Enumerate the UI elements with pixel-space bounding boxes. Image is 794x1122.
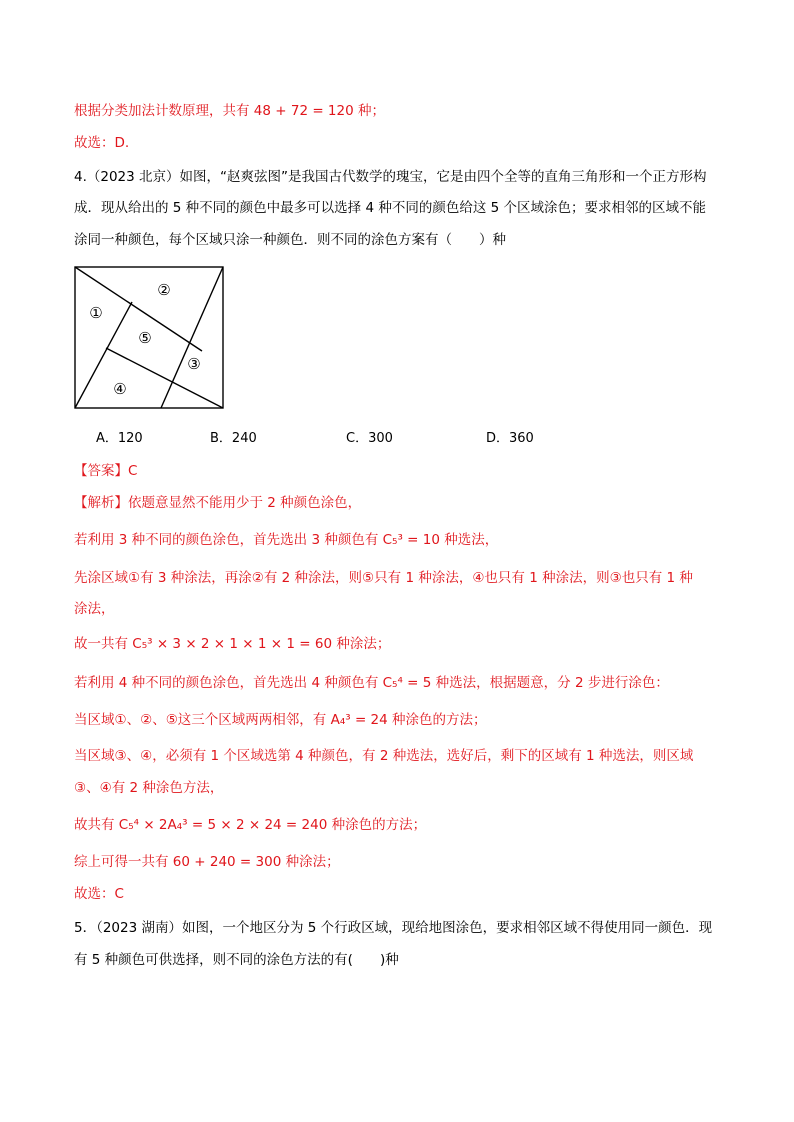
analysis-line-9: ③、④有 2 种涂色方法， [74, 780, 224, 796]
analysis-line-10: 故共有 C₅⁴ × 2A₄³ = 5 × 2 × 24 = 240 种涂色的方法； [74, 817, 427, 833]
analysis-line-2: 若利用 3 种不同的颜色涂色，首先选出 3 种颜色有 C₅³ = 10 种选法， [74, 532, 499, 548]
analysis-line-8: 当区域③、④，必须有 1 个区域选第 4 种颜色，有 2 种选法，选好后，剩下的区域有 1 种选法，则区域 [74, 748, 694, 764]
option-d: D．360 [486, 431, 534, 446]
prev-solution-line: 根据分类加法计数原理，共有 48 + 72 = 120 种； [74, 103, 385, 119]
q5-stem-line-2: 有 5 种颜色可供选择，则不同的涂色方法的有( )种 [74, 952, 399, 968]
answer-line: 【答案】C [74, 463, 138, 479]
analysis-line-7: 当区域①、②、⑤这三个区域两两相邻，有 A₄³ = 24 种涂色的方法； [74, 712, 487, 728]
analysis-line-1: 【解析】依题意显然不能用少于 2 种颜色涂色， [74, 495, 362, 511]
region-label-4: ④ [113, 380, 127, 398]
option-c: C．300 [346, 431, 393, 446]
prev-answer-line: 故选：D. [74, 135, 130, 151]
q4-stem-line-3: 涂同一种颜色，每个区域只涂一种颜色．则不同的涂色方案有（ ）种 [74, 232, 506, 248]
analysis-line-4: 涂法， [74, 601, 115, 617]
region-label-5: ⑤ [138, 329, 152, 347]
option-a: A．120 [96, 431, 143, 446]
region-label-2: ② [157, 281, 171, 299]
analysis-line-5: 故一共有 C₅³ × 3 × 2 × 1 × 1 × 1 = 60 种涂法； [74, 636, 391, 652]
q5-stem-line-1: 5．（2023 湖南）如图，一个地区分为 5 个行政区域，现给地图涂色，要求相邻区域不得使用同一颜色．现 [74, 920, 713, 936]
region-label-3: ③ [187, 355, 201, 373]
zhao-shuang-diagram [74, 266, 224, 409]
analysis-line-6: 若利用 4 种不同的颜色涂色，首先选出 4 种颜色有 C₅⁴ = 5 种选法，根据题意，分 2 步进行涂色： [74, 675, 669, 691]
analysis-line-11: 综上可得一共有 60 + 240 = 300 种涂法； [74, 854, 340, 870]
region-label-1: ① [89, 304, 103, 322]
q4-stem-line-2: 成．现从给出的 5 种不同的颜色中最多可以选择 4 种不同的颜色给这 5 个区域涂色；要求相邻的区域不能 [74, 200, 707, 216]
option-b: B．240 [210, 431, 257, 446]
q4-stem-line-1: 4.（2023 北京）如图，“赵爽弦图”是我国古代数学的瑰宝，它是由四个全等的直角三角形和一个正方形构 [74, 169, 707, 185]
analysis-line-12: 故选：C [74, 886, 124, 902]
analysis-line-3: 先涂区域①有 3 种涂法，再涂②有 2 种涂法，则⑤只有 1 种涂法，④也只有 1 种涂法，则③也只有 1 种 [74, 570, 693, 586]
